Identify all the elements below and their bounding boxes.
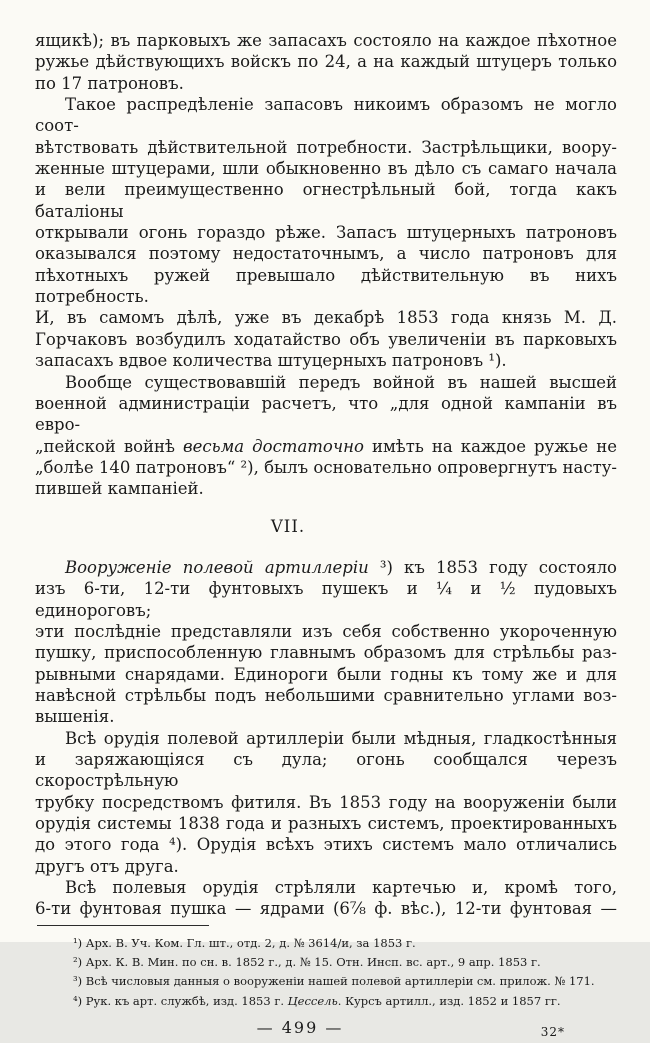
paragraph <box>35 877 617 920</box>
text-line: Такое распредѣленіе запасовъ никоимъ образомъ не могло соот- <box>35 95 617 136</box>
text-line: орудія системы 1838 года и разныхъ системъ, проектированныхъ <box>35 814 617 834</box>
text-line: „болѣе 140 патроновъ“ ²), былъ основательно опровергнутъ насту- <box>35 457 617 477</box>
text-line: ящикѣ); въ парковыхъ же запасахъ состояло на каждое пѣхотное <box>35 31 617 50</box>
paragraph <box>35 728 617 877</box>
text-line: пѣхотныхъ ружей превышало дѣйствительную въ нихъ потребность. <box>35 265 617 307</box>
text-line: женные штуцерами, шли обыкновенно въ дѣло съ самаго начала <box>35 159 617 179</box>
text-line: изъ 6-ти, 12-ти фунтовыхъ пушекъ и ¼ и ½ пудовыхъ единороговъ; <box>35 579 617 620</box>
page-number: — 499 — <box>256 1017 344 1037</box>
text-line: по 17 патроновъ. <box>35 73 184 93</box>
paragraph <box>35 94 617 371</box>
footnote <box>35 992 617 1011</box>
text-line: другъ отъ друга. <box>35 856 179 876</box>
text-line: ружье дѣйствующихъ войскъ по 24, а на каждый штуцеръ только <box>35 52 617 72</box>
text-line: Горчаковъ возбудилъ ходатайство объ увеличеніи въ парковыхъ <box>35 329 617 349</box>
emphasized-text: Цессель <box>287 993 338 1008</box>
text-segment: ³) къ 1853 году состояло <box>368 557 617 577</box>
page-text-block <box>35 30 617 1042</box>
text-segment: ⁴) Рук. къ арт. службѣ, изд. 1853 г. <box>73 993 288 1008</box>
text-line <box>35 436 617 457</box>
paragraph-continuation <box>35 30 617 94</box>
text-segment: „пейской войнѣ <box>35 436 184 456</box>
paragraph <box>35 557 617 728</box>
emphasized-text: весьма достаточно <box>183 436 364 456</box>
footnote-separator <box>37 925 209 926</box>
text-line: и заряжающіяся съ дула; огонь сообщался черезъ скорострѣльную <box>35 750 617 791</box>
text-line: оказывался поэтому недостаточнымъ, а число патроновъ для <box>35 244 617 264</box>
text-line: запасахъ вдвое количества штуцерныхъ патроновъ ¹). <box>35 351 507 371</box>
text-line: 6-ти фунтовая пушка — ядрами (6⅞ ф. вѣс.), 12-ти фунтовая — <box>35 899 617 919</box>
footnote: ²) Арх. К. В. Мин. по сн. в. 1852 г., д. № 15. Отн. Инсп. вс. арт., 9 апр. 1853 г. <box>73 955 541 970</box>
text-segment: имѣть на каждое ружье не <box>363 436 617 456</box>
text-line: военной администраціи расчетъ, что „для одной кампаніи въ евро- <box>35 393 617 435</box>
text-line: до этого года ⁴). Орудія всѣхъ этихъ системъ мало отличались <box>35 835 617 855</box>
text-line: трубку посредствомъ фитиля. Въ 1853 году на вооруженіи были <box>35 792 617 812</box>
section-heading: VII. <box>270 516 306 536</box>
text-line: Всѣ полевыя орудія стрѣляли картечью и, кромѣ того, <box>65 878 617 898</box>
text-line: открывали огонь гораздо рѣже. Запасъ штуцерныхъ патроновъ <box>35 223 617 243</box>
text-line: навѣсной стрѣльбы подъ небольшими сравнительно углами воз- <box>35 685 617 705</box>
signature-mark: 32* <box>540 1024 565 1039</box>
page-footer <box>35 1018 617 1042</box>
text-line: вѣтствовать дѣйствительной потребности. Застрѣльщики, воору- <box>35 137 617 157</box>
paragraph <box>35 372 617 500</box>
footnote: ¹) Арх. В. Уч. Ком. Гл. шт., отд. 2, д. № 3614/и, за 1853 г. <box>73 935 416 950</box>
text-line <box>35 557 617 578</box>
text-line: Вообще существовавшій передъ войной въ нашей высшей <box>65 372 617 392</box>
text-segment: . Курсъ артилл., изд. 1852 и 1857 гг. <box>337 993 561 1008</box>
text-line: И, въ самомъ дѣлѣ, уже въ декабрѣ 1853 года князь М. Д. <box>35 308 617 328</box>
text-line: пившей кампаніей. <box>35 479 204 499</box>
text-line: вышенія. <box>35 707 115 727</box>
text-line: Всѣ орудія полевой артиллеріи были мѣдныя, гладкостѣнныя <box>65 728 617 748</box>
footnote: ³) Всѣ числовыя данныя о вооруженіи нашей полевой артиллеріи см. прилож. № 171. <box>73 974 595 989</box>
text-line: и вели преимущественно огнестрѣльный бой, тогда какъ баталіоны <box>35 180 617 221</box>
text-line: рывными снарядами. Единороги были годны къ тому же и для <box>35 664 617 684</box>
text-line: пушку, приспособленную главнымъ образомъ для стрѣльбы раз- <box>35 643 617 663</box>
text-line: эти послѣдніе представляли изъ себя собственно укороченную <box>35 621 617 641</box>
emphasized-text: Вооруженіе полевой артиллеріи <box>65 557 369 577</box>
footnotes <box>35 934 617 1011</box>
